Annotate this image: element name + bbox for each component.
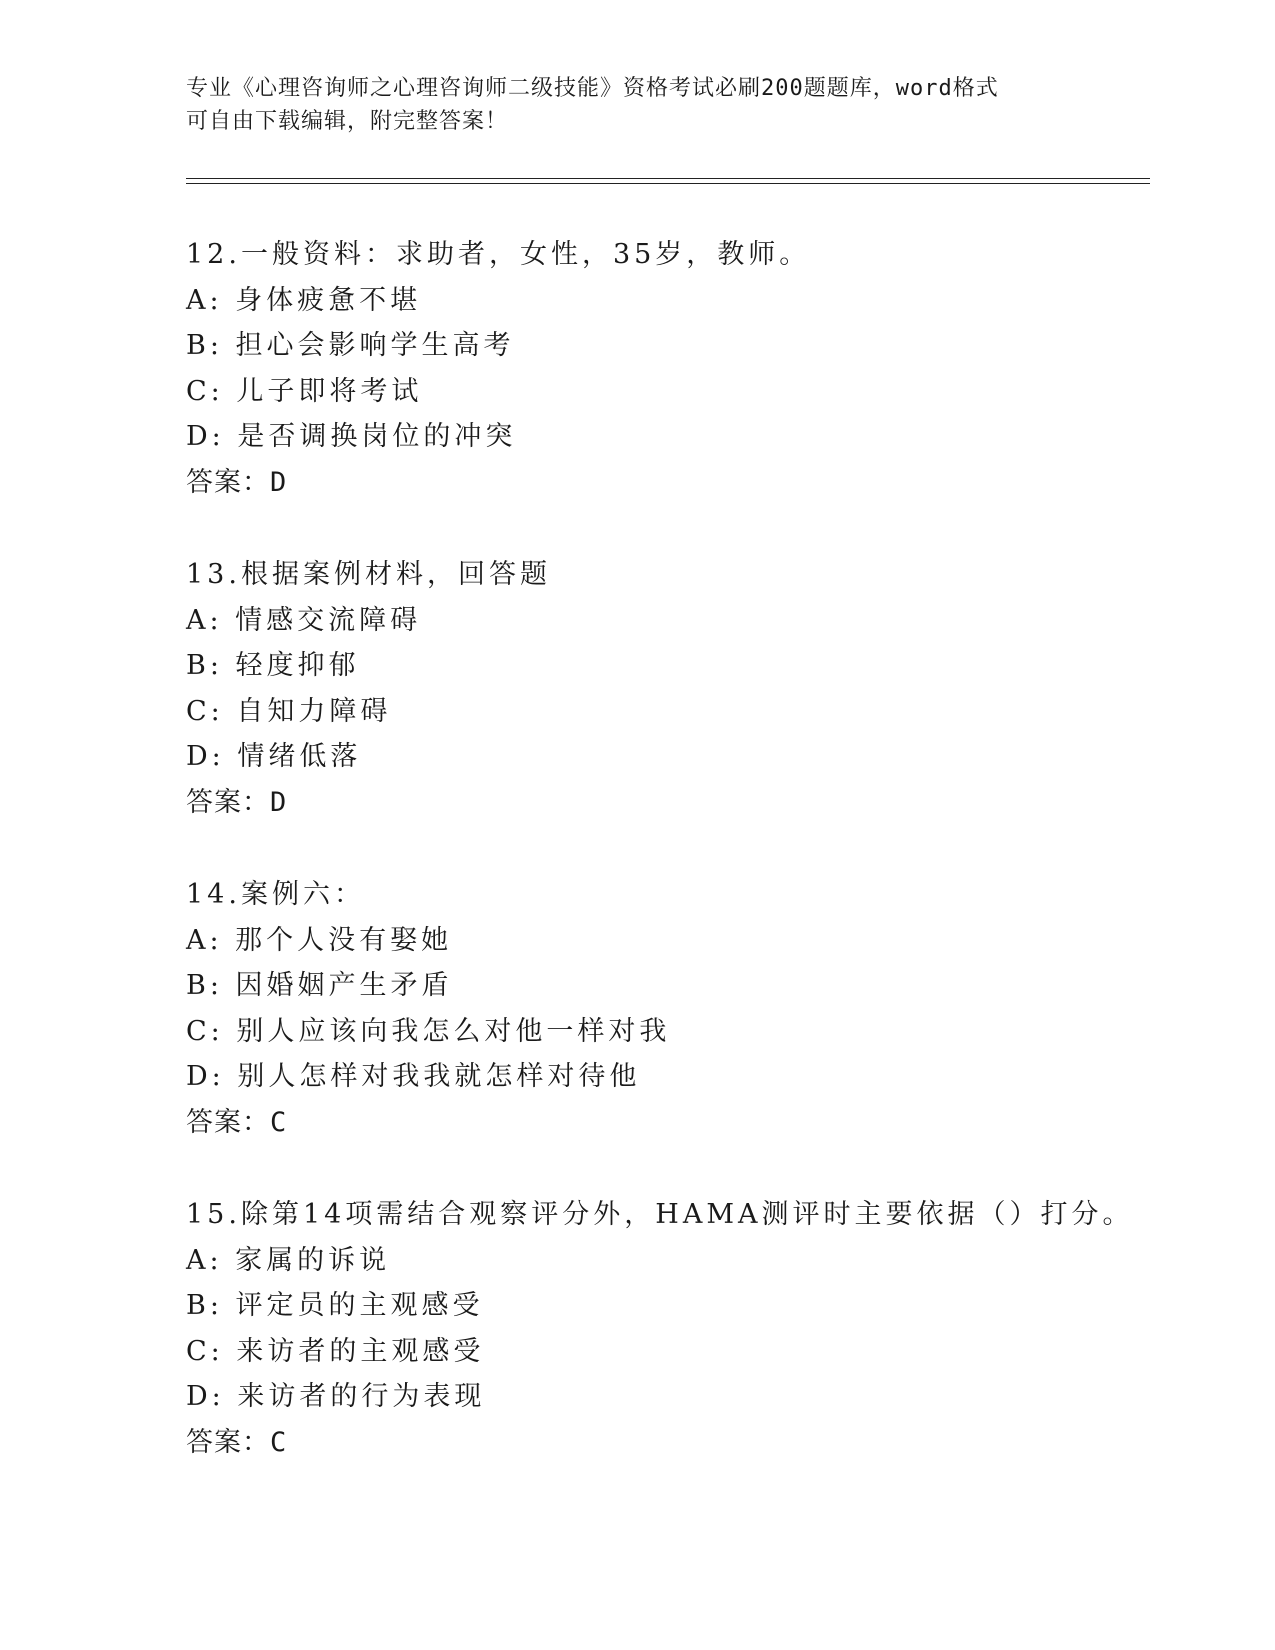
option-a: A: 身体疲惫不堪 [186, 284, 422, 316]
document-header [186, 72, 1086, 138]
option-c: C: 别人应该向我怎么对他一样对我 [186, 1015, 671, 1047]
header-line-1: 专业《心理咨询师之心理咨询师二级技能》资格考试必刷200题题库，word格式 [186, 76, 999, 101]
option-b: B: 因婚姻产生矛盾 [186, 970, 453, 1001]
option-d: D: 别人怎样对我我就怎样对待他 [186, 1061, 641, 1092]
question-stem: 15.除第14项需结合观察评分外，HAMA测评时主要依据（）打分。 [186, 1199, 1134, 1230]
option-b: B: 担心会影响学生高考 [186, 330, 515, 361]
question-block-14 [186, 872, 1146, 1145]
option-d: D: 来访者的行为表现 [186, 1381, 486, 1412]
option-d: D: 情绪低落 [186, 741, 362, 772]
answer-line: 答案：C [186, 1426, 288, 1458]
option-c: C: 来访者的主观感受 [186, 1335, 485, 1367]
answer-line: 答案：D [186, 786, 288, 818]
question-block-15 [186, 1192, 1146, 1465]
header-divider-top [186, 178, 1150, 179]
answer-line: 答案：C [186, 1106, 288, 1138]
question-stem: 13.根据案例材料，回答题 [186, 559, 551, 590]
question-stem: 14.案例六： [186, 879, 365, 910]
option-c: C: 儿子即将考试 [186, 375, 423, 407]
option-a: A: 家属的诉说 [186, 1244, 391, 1276]
option-b: B: 评定员的主观感受 [186, 1290, 484, 1321]
answer-line: 答案：D [186, 466, 288, 498]
option-c: C: 自知力障碍 [186, 695, 392, 727]
question-block-13 [186, 552, 1146, 825]
option-a: A: 情感交流障碍 [186, 604, 422, 636]
question-stem: 12.一般资料：求助者，女性，35岁，教师。 [186, 239, 811, 270]
question-block-12 [186, 232, 1146, 505]
option-a: A: 那个人没有娶她 [186, 924, 453, 956]
header-line-2: 可自由下载编辑，附完整答案！ [186, 109, 509, 134]
option-d: D: 是否调换岗位的冲突 [186, 421, 517, 452]
option-b: B: 轻度抑郁 [186, 650, 360, 681]
header-divider-bottom [186, 183, 1150, 184]
